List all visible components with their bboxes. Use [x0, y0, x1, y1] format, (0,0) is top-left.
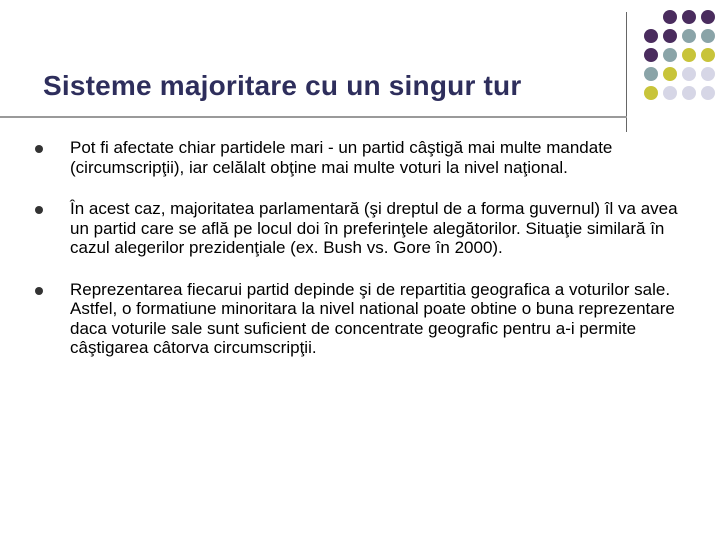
bullet-item	[35, 138, 685, 177]
decorative-dot	[663, 48, 677, 62]
decorative-dot	[663, 86, 677, 100]
decorative-dot	[644, 67, 658, 81]
bullet-icon	[35, 287, 43, 295]
decorative-dot	[701, 67, 715, 81]
slide-title: Sisteme majoritare cu un singur tur	[43, 70, 522, 101]
decorative-dot	[682, 29, 696, 43]
bullet-text: Reprezentarea fiecarui partid depinde şi de repartitia geografica a voturilor sale. Astfel, o formatiune minoritara la nivel national poate obtine o buna reprezentare daca voturile sale sunt suficient de concentrate geografic pentru a-i permite câştigarea câtorva circumscripţii.	[70, 279, 675, 357]
decorative-dot	[663, 29, 677, 43]
decorative-dot	[701, 86, 715, 100]
decorative-dot	[682, 48, 696, 62]
decorative-dot	[682, 67, 696, 81]
bullet-icon	[35, 206, 43, 214]
bullet-item	[35, 199, 685, 258]
decorative-dot	[701, 29, 715, 43]
title-underline	[0, 116, 627, 118]
bullet-text: Pot fi afectate chiar partidele mari - un partid câştigă mai multe mandate (circumscripţii), iar celălalt obţine mai multe voturi la nivel naţional.	[70, 138, 613, 177]
bullet-text: În acest caz, majoritatea parlamentară (şi dreptul de a forma guvernul) îl va avea un partid care se află pe locul doi în preferinţele alegătorilor. Situaţie similară în cazul alegerilor prezidenţiale (ex. Bush vs. Gore în 2000).	[70, 199, 678, 257]
decorative-dot	[701, 10, 715, 24]
bullet-icon	[35, 145, 43, 153]
vertical-divider	[626, 12, 627, 132]
decorative-dot	[701, 48, 715, 62]
decorative-dot	[663, 67, 677, 81]
bullet-item	[35, 280, 685, 358]
decorative-dot	[663, 10, 677, 24]
decorative-dot	[682, 86, 696, 100]
bullet-list	[35, 138, 685, 380]
decorative-dot-grid	[640, 10, 720, 120]
decorative-dot	[682, 10, 696, 24]
decorative-dot	[644, 29, 658, 43]
decorative-dot	[644, 48, 658, 62]
decorative-dot	[644, 86, 658, 100]
